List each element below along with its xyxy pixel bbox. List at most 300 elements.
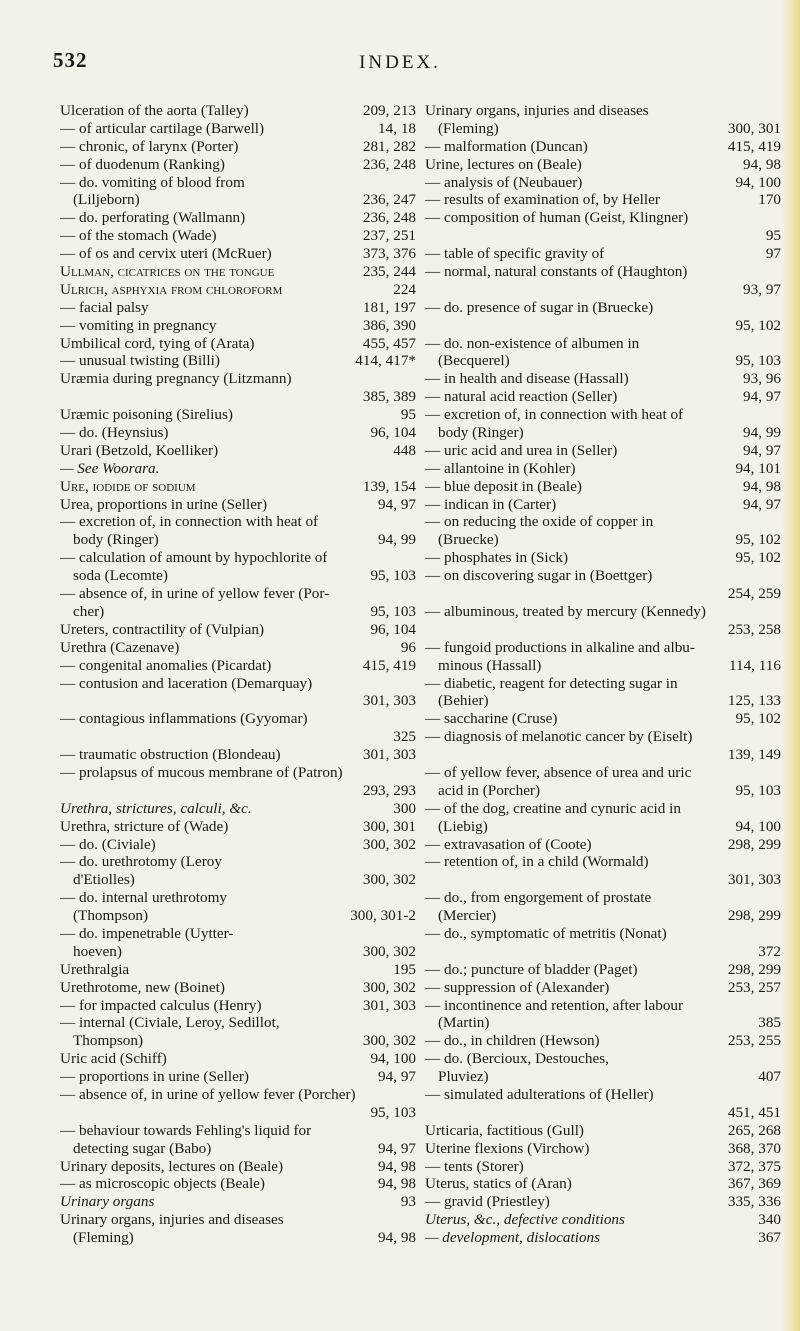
entry-text: Uterine flexions (Virchow) bbox=[425, 1139, 590, 1157]
entry-text: — table of specific gravity of bbox=[425, 245, 605, 263]
entry-text: — proportions in urine (Seller) bbox=[60, 1068, 249, 1086]
page-number: 532 bbox=[53, 48, 88, 72]
index-entry bbox=[60, 352, 416, 370]
entry-text: — diagnosis of melanotic cancer by (Eiselt) bbox=[425, 728, 693, 746]
entry-pages: 301, 303 bbox=[362, 746, 416, 764]
index-entry bbox=[60, 639, 416, 657]
entry-text: — albuminous, treated by mercury (Kennedy) bbox=[425, 602, 706, 620]
entry-text: — of os and cervix uteri (McRuer) bbox=[60, 245, 272, 263]
index-entry bbox=[60, 997, 416, 1015]
entry-pages: 170 bbox=[758, 191, 781, 209]
index-entry bbox=[425, 1140, 781, 1158]
entry-text: (Thompson) bbox=[73, 907, 149, 925]
entry-pages: 125, 133 bbox=[727, 692, 781, 710]
index-entry bbox=[425, 1104, 781, 1122]
entry-pages: 385 bbox=[758, 1014, 781, 1032]
entry-text: Uræmic poisoning (Sirelius) bbox=[60, 406, 233, 424]
entry-pages: 415, 419 bbox=[362, 656, 416, 674]
entry-text: — do. perforating (Wallmann) bbox=[60, 209, 246, 227]
entry-pages: 236, 247 bbox=[362, 191, 416, 209]
entry-text: — allantoine in (Kohler) bbox=[425, 459, 576, 477]
entry-text: hoeven) bbox=[73, 942, 122, 960]
index-entry bbox=[60, 567, 416, 585]
index-entry bbox=[425, 1175, 781, 1193]
entry-text: — retention of, in a child (Wormald) bbox=[425, 853, 649, 871]
index-entry bbox=[425, 585, 781, 603]
index-entry bbox=[60, 281, 416, 299]
entry-text: (Behier) bbox=[438, 692, 489, 710]
index-entry bbox=[60, 317, 416, 335]
index-entry bbox=[60, 370, 416, 388]
entry-pages: 95, 102 bbox=[735, 316, 781, 334]
entry-text: (Fleming) bbox=[73, 1229, 134, 1247]
index-entry bbox=[425, 997, 781, 1015]
entry-pages: 300, 301 bbox=[727, 119, 781, 137]
entry-pages: 96, 104 bbox=[370, 620, 416, 638]
entry-pages: 300, 302 bbox=[362, 871, 416, 889]
entry-text: — of the stomach (Wade) bbox=[60, 227, 217, 245]
entry-text: (Liljeborn) bbox=[73, 191, 140, 209]
entry-text: detecting sugar (Babo) bbox=[73, 1139, 212, 1157]
index-entry bbox=[60, 1175, 416, 1193]
entry-pages: 340 bbox=[758, 1211, 781, 1229]
index-entry bbox=[425, 460, 781, 478]
index-entry bbox=[60, 191, 416, 209]
index-entry bbox=[425, 531, 781, 549]
entry-text: — diabetic, reagent for detecting sugar in bbox=[425, 674, 678, 692]
entry-text: — excretion of, in connection with heat of bbox=[60, 513, 319, 531]
index-entry bbox=[60, 836, 416, 854]
index-entry bbox=[425, 209, 781, 227]
entry-text: Urinary deposits, lectures on (Beale) bbox=[60, 1157, 284, 1175]
entry-pages: 139, 149 bbox=[727, 746, 781, 764]
entry-pages: 236, 248 bbox=[362, 209, 416, 227]
index-entry bbox=[60, 1211, 416, 1229]
index-entry bbox=[60, 657, 416, 675]
entry-text: — absence of, in urine of yellow fever (Por- bbox=[60, 585, 330, 603]
index-entry bbox=[60, 925, 416, 943]
entry-pages: 114, 116 bbox=[728, 656, 781, 674]
entry-text: minous (Hassall) bbox=[438, 656, 542, 674]
index-entry bbox=[425, 424, 781, 442]
entry-pages: 298, 299 bbox=[727, 835, 781, 853]
entry-text: — excretion of, in connection with heat of bbox=[425, 406, 684, 424]
entry-pages: 224 bbox=[393, 280, 416, 298]
entry-pages: 94, 101 bbox=[735, 459, 781, 477]
index-entry bbox=[425, 513, 781, 531]
entry-text: — results of examination of, by Heller bbox=[425, 191, 660, 209]
index-entry bbox=[425, 675, 781, 693]
index-entry bbox=[425, 925, 781, 943]
entry-text: — chronic, of larynx (Porter) bbox=[60, 137, 239, 155]
entry-pages: 94, 98 bbox=[378, 1157, 416, 1175]
entry-text: Urethra, strictures, calculi, &c. bbox=[60, 799, 252, 817]
entry-pages: 300, 302 bbox=[362, 978, 416, 996]
index-entry bbox=[60, 388, 416, 406]
page-edge-tint bbox=[782, 0, 800, 1331]
entry-pages: 367 bbox=[758, 1229, 781, 1247]
index-entry bbox=[60, 1104, 416, 1122]
entry-text: — absence of, in urine of yellow fever (Porcher) bbox=[60, 1085, 356, 1103]
index-entry bbox=[425, 335, 781, 353]
index-entry bbox=[60, 406, 416, 424]
entry-text: Thompson) bbox=[73, 1032, 144, 1050]
index-entry bbox=[60, 1158, 416, 1176]
index-entry bbox=[425, 889, 781, 907]
entry-pages: 300, 301-2 bbox=[350, 907, 416, 925]
entry-text: — extravasation of (Coote) bbox=[425, 835, 592, 853]
index-entry bbox=[60, 227, 416, 245]
entry-text: Ulceration of the aorta (Talley) bbox=[60, 102, 249, 119]
index-entry bbox=[60, 943, 416, 961]
entry-pages: 139, 154 bbox=[362, 477, 416, 495]
index-entry bbox=[425, 782, 781, 800]
entry-pages: 448 bbox=[393, 441, 416, 459]
index-entry bbox=[60, 335, 416, 353]
index-entry bbox=[60, 907, 416, 925]
entry-pages: 95 bbox=[400, 406, 416, 424]
entry-text: — calculation of amount by hypochlorite of bbox=[60, 549, 328, 567]
entry-pages: 94, 97 bbox=[743, 495, 781, 513]
entry-pages: 95, 102 bbox=[735, 549, 781, 567]
entry-text: — suppression of (Alexander) bbox=[425, 978, 610, 996]
entry-pages: 301, 303 bbox=[362, 692, 416, 710]
index-entry bbox=[425, 102, 781, 120]
entry-pages: 237, 251 bbox=[362, 227, 416, 245]
index-entry bbox=[425, 1158, 781, 1176]
entry-pages: 181, 197 bbox=[362, 298, 416, 316]
entry-text: Uterus, &c., defective conditions bbox=[425, 1211, 625, 1229]
index-entry bbox=[425, 299, 781, 317]
entry-text: (Bruecke) bbox=[438, 531, 499, 549]
entry-text: body (Ringer) bbox=[438, 424, 524, 442]
index-entry bbox=[60, 513, 416, 531]
index-entry bbox=[60, 818, 416, 836]
entry-text: — analysis of (Neubauer) bbox=[425, 173, 583, 191]
index-entry bbox=[60, 1086, 416, 1104]
index-entry bbox=[60, 120, 416, 138]
entry-text: — in health and disease (Hassall) bbox=[425, 370, 629, 388]
index-entry bbox=[60, 889, 416, 907]
entry-text: Urticaria, factitious (Gull) bbox=[425, 1121, 584, 1139]
entry-text: — unusual twisting (Billi) bbox=[60, 352, 220, 370]
index-entry bbox=[425, 138, 781, 156]
entry-text: (Fleming) bbox=[438, 119, 499, 137]
entry-text: — blue deposit in (Beale) bbox=[425, 477, 582, 495]
index-entry bbox=[425, 961, 781, 979]
page-header: INDEX. bbox=[359, 52, 441, 73]
entry-text: — do., in children (Hewson) bbox=[425, 1032, 600, 1050]
entry-pages: 253, 255 bbox=[727, 1032, 781, 1050]
index-entry bbox=[425, 1014, 781, 1032]
index-entry bbox=[60, 1014, 416, 1032]
entry-pages: 95, 102 bbox=[735, 531, 781, 549]
entry-text: — prolapsus of mucous membrane of (Patron) bbox=[60, 763, 343, 781]
entry-text: — fungoid productions in alkaline and albu- bbox=[425, 638, 695, 656]
index-entry bbox=[425, 549, 781, 567]
entry-text: — do. internal urethrotomy bbox=[60, 889, 228, 907]
index-entry bbox=[425, 692, 781, 710]
index-entry bbox=[425, 710, 781, 728]
entry-pages: 415, 419 bbox=[727, 137, 781, 155]
entry-pages: 94, 97 bbox=[378, 1068, 416, 1086]
entry-text: — congenital anomalies (Picardat) bbox=[60, 656, 272, 674]
entry-pages: 95, 103 bbox=[735, 781, 781, 799]
index-entry bbox=[425, 478, 781, 496]
entry-pages: 372, 375 bbox=[727, 1157, 781, 1175]
index-entry bbox=[425, 370, 781, 388]
entry-text: Urethra (Cazenave) bbox=[60, 638, 180, 656]
entry-text: — do. urethrotomy (Leroy bbox=[60, 853, 222, 871]
entry-text: Uterus, statics of (Aran) bbox=[425, 1175, 572, 1193]
index-entry bbox=[425, 871, 781, 889]
entry-text: soda (Lecomte) bbox=[73, 567, 168, 585]
index-entry bbox=[425, 657, 781, 675]
entry-pages: 95, 102 bbox=[735, 710, 781, 728]
index-entry bbox=[60, 728, 416, 746]
entry-pages: 94, 97 bbox=[378, 1139, 416, 1157]
entry-text: d'Etiolles) bbox=[73, 871, 135, 889]
index-entry bbox=[425, 120, 781, 138]
entry-text: — composition of human (Geist, Klingner) bbox=[425, 209, 689, 227]
entry-pages: 265, 268 bbox=[727, 1121, 781, 1139]
entry-pages: 14, 18 bbox=[378, 119, 416, 137]
entry-text: — behaviour towards Fehling's liquid for bbox=[60, 1121, 312, 1139]
entry-text: body (Ringer) bbox=[73, 531, 159, 549]
entry-text: — for impacted calculus (Henry) bbox=[60, 996, 262, 1014]
index-entry bbox=[425, 836, 781, 854]
entry-pages: 97 bbox=[765, 245, 781, 263]
index-entry bbox=[60, 979, 416, 997]
index-entry bbox=[425, 174, 781, 192]
entry-pages: 335, 336 bbox=[727, 1193, 781, 1211]
entry-text: Umbilical cord, tying of (Arata) bbox=[60, 334, 255, 352]
index-entry bbox=[425, 853, 781, 871]
entry-text: — contusion and laceration (Demarquay) bbox=[60, 674, 313, 692]
entry-text: Urine, lectures on (Beale) bbox=[425, 155, 582, 173]
entry-text: — of duodenum (Ranking) bbox=[60, 155, 225, 173]
entry-text: — malformation (Duncan) bbox=[425, 137, 588, 155]
entry-pages: 94, 100 bbox=[735, 817, 781, 835]
index-entry bbox=[60, 174, 416, 192]
entry-text: — tents (Storer) bbox=[425, 1157, 524, 1175]
entry-pages: 94, 97 bbox=[743, 388, 781, 406]
index-entry bbox=[425, 281, 781, 299]
index-entry bbox=[60, 1193, 416, 1211]
index-entry bbox=[425, 352, 781, 370]
index-entry bbox=[425, 567, 781, 585]
entry-pages: 298, 299 bbox=[727, 907, 781, 925]
entry-pages: 325 bbox=[393, 728, 416, 746]
index-entry bbox=[425, 1193, 781, 1211]
entry-pages: 95 bbox=[765, 227, 781, 245]
index-entry bbox=[60, 245, 416, 263]
entry-text: — See Woorara. bbox=[60, 459, 160, 477]
entry-text: (Martin) bbox=[438, 1014, 490, 1032]
entry-pages: 367, 369 bbox=[727, 1175, 781, 1193]
entry-pages: 95, 103 bbox=[370, 567, 416, 585]
entry-pages: 386, 390 bbox=[362, 316, 416, 334]
entry-text: Ure, iodide of sodium bbox=[60, 477, 196, 495]
index-entry bbox=[425, 1229, 781, 1247]
index-entry bbox=[425, 1122, 781, 1140]
entry-text: — simulated adulterations of (Heller) bbox=[425, 1085, 654, 1103]
entry-text: Urethrotome, new (Boinet) bbox=[60, 978, 225, 996]
entry-pages: 94, 100 bbox=[735, 173, 781, 191]
entry-pages: 300, 302 bbox=[362, 942, 416, 960]
index-entry bbox=[425, 1050, 781, 1068]
entry-pages: 95, 103 bbox=[735, 352, 781, 370]
entry-text: — normal, natural constants of (Haughton) bbox=[425, 263, 688, 281]
index-entry bbox=[60, 549, 416, 567]
entry-text: — vomiting in pregnancy bbox=[60, 316, 217, 334]
index-entry bbox=[425, 317, 781, 335]
index-entry bbox=[60, 675, 416, 693]
entry-text: — development, dislocations bbox=[425, 1229, 601, 1247]
index-entry bbox=[425, 227, 781, 245]
index-entry bbox=[60, 424, 416, 442]
entry-text: (Becquerel) bbox=[438, 352, 510, 370]
entry-text: — do., from engorgement of prostate bbox=[425, 889, 652, 907]
index-entry bbox=[425, 621, 781, 639]
entry-text: — saccharine (Cruse) bbox=[425, 710, 558, 728]
entry-text: Urethralgia bbox=[60, 960, 130, 978]
index-entry bbox=[60, 621, 416, 639]
index-column-left bbox=[60, 102, 416, 1247]
index-entry bbox=[425, 639, 781, 657]
entry-pages: 373, 376 bbox=[362, 245, 416, 263]
index-entry bbox=[425, 746, 781, 764]
entry-pages: 301, 303 bbox=[362, 996, 416, 1014]
index-entry bbox=[60, 603, 416, 621]
index-entry bbox=[60, 263, 416, 281]
index-entry bbox=[60, 102, 416, 120]
entry-text: — of yellow fever, absence of urea and uric bbox=[425, 763, 692, 781]
entry-pages: 301, 303 bbox=[727, 871, 781, 889]
index-entry bbox=[425, 764, 781, 782]
index-entry bbox=[60, 764, 416, 782]
entry-text: Uræmia during pregnancy (Litzmann) bbox=[60, 370, 292, 388]
entry-text: Urinary organs, injuries and diseases bbox=[60, 1211, 284, 1229]
entry-pages: 298, 299 bbox=[727, 960, 781, 978]
index-entry bbox=[60, 585, 416, 603]
entry-text: — do. vomiting of blood from bbox=[60, 173, 245, 191]
index-entry bbox=[425, 191, 781, 209]
entry-pages: 414, 417* bbox=[355, 352, 416, 370]
entry-pages: 253, 258 bbox=[727, 620, 781, 638]
entry-pages: 293, 293 bbox=[362, 781, 416, 799]
index-entry bbox=[60, 692, 416, 710]
index-entry bbox=[60, 746, 416, 764]
index-entry bbox=[425, 818, 781, 836]
index-column-right bbox=[425, 102, 781, 1247]
entry-pages: 300, 302 bbox=[362, 1032, 416, 1050]
index-entry bbox=[425, 1068, 781, 1086]
entry-text: — of articular cartilage (Barwell) bbox=[60, 119, 265, 137]
entry-pages: 236, 248 bbox=[362, 155, 416, 173]
entry-text: — of the dog, creatine and cynuric acid in bbox=[425, 799, 681, 817]
entry-pages: 94, 98 bbox=[378, 1229, 416, 1247]
index-entry bbox=[425, 728, 781, 746]
entry-text: — on reducing the oxide of copper in bbox=[425, 513, 654, 531]
index-entry bbox=[425, 800, 781, 818]
entry-text: — do. non-existence of albumen in bbox=[425, 334, 640, 352]
index-entry bbox=[425, 496, 781, 514]
index-entry bbox=[60, 460, 416, 478]
entry-pages: 96, 104 bbox=[370, 424, 416, 442]
index-entry bbox=[425, 603, 781, 621]
index-entry bbox=[425, 979, 781, 997]
entry-pages: 253, 257 bbox=[727, 978, 781, 996]
index-entry bbox=[60, 138, 416, 156]
index-entry bbox=[425, 1086, 781, 1104]
entry-text: Ureters, contractility of (Vulpian) bbox=[60, 620, 265, 638]
entry-pages: 94, 100 bbox=[370, 1050, 416, 1068]
entry-pages: 368, 370 bbox=[727, 1139, 781, 1157]
entry-pages: 195 bbox=[393, 960, 416, 978]
index-entry bbox=[425, 442, 781, 460]
index-entry bbox=[425, 907, 781, 925]
index-entry bbox=[60, 531, 416, 549]
entry-text: Uric acid (Schiff) bbox=[60, 1050, 167, 1068]
index-entry bbox=[60, 961, 416, 979]
index-entry bbox=[425, 263, 781, 281]
index-entry bbox=[60, 299, 416, 317]
entry-pages: 95, 103 bbox=[370, 602, 416, 620]
entry-text: — incontinence and retention, after labour bbox=[425, 996, 684, 1014]
entry-pages: 235, 244 bbox=[362, 263, 416, 281]
index-entry bbox=[60, 853, 416, 871]
entry-text: — gravid (Priestley) bbox=[425, 1193, 550, 1211]
entry-text: — natural acid reaction (Seller) bbox=[425, 388, 618, 406]
entry-text: Urinary organs, injuries and diseases bbox=[425, 102, 649, 119]
entry-pages: 281, 282 bbox=[362, 137, 416, 155]
entry-text: Pluviez) bbox=[438, 1068, 489, 1086]
index-entry bbox=[425, 1032, 781, 1050]
entry-pages: 94, 98 bbox=[378, 1175, 416, 1193]
entry-pages: 94, 98 bbox=[743, 155, 781, 173]
entry-pages: 94, 98 bbox=[743, 477, 781, 495]
entry-text: — do. (Heynsius) bbox=[60, 424, 169, 442]
entry-pages: 254, 259 bbox=[727, 585, 781, 603]
index-entry bbox=[60, 782, 416, 800]
entry-text: (Mercier) bbox=[438, 907, 497, 925]
entry-text: cher) bbox=[73, 602, 105, 620]
index-entry bbox=[60, 478, 416, 496]
entry-pages: 96 bbox=[400, 638, 416, 656]
entry-text: Urinary organs bbox=[60, 1193, 155, 1211]
entry-pages: 455, 457 bbox=[362, 334, 416, 352]
entry-text: acid in (Porcher) bbox=[438, 781, 541, 799]
entry-pages: 94, 99 bbox=[743, 424, 781, 442]
entry-text: — contagious inflammations (Gyyomar) bbox=[60, 710, 308, 728]
entry-pages: 451, 451 bbox=[727, 1103, 781, 1121]
entry-text: Ullman, cicatrices on the tongue bbox=[60, 263, 275, 281]
entry-text: — indican in (Carter) bbox=[425, 495, 557, 513]
entry-pages: 94, 97 bbox=[378, 495, 416, 513]
index-entry bbox=[425, 406, 781, 424]
entry-text: (Liebig) bbox=[438, 817, 488, 835]
entry-text: — facial palsy bbox=[60, 298, 149, 316]
entry-pages: 385, 389 bbox=[362, 388, 416, 406]
index-entry bbox=[60, 710, 416, 728]
entry-pages: 300 bbox=[393, 799, 416, 817]
entry-pages: 209, 213 bbox=[362, 102, 416, 119]
entry-text: — do., symptomatic of metritis (Nonat) bbox=[425, 924, 667, 942]
entry-text: — as microscopic objects (Beale) bbox=[60, 1175, 265, 1193]
entry-pages: 407 bbox=[758, 1068, 781, 1086]
entry-text: — do. impenetrable (Uytter- bbox=[60, 924, 234, 942]
